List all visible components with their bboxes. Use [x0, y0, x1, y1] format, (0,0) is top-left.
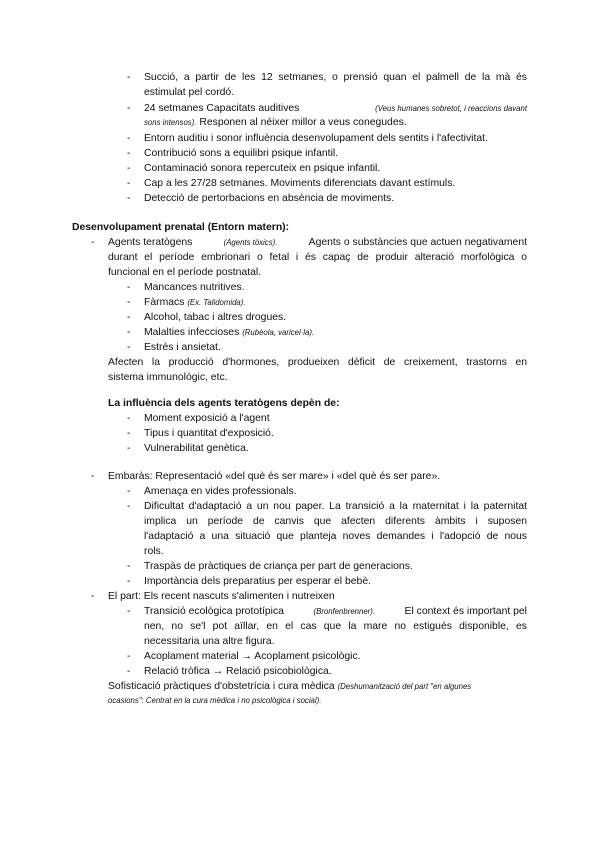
- bullet-dash: -: [127, 327, 131, 338]
- text-line: [144, 295, 246, 310]
- text-line: Vulnerabilitat genètica.: [144, 443, 249, 454]
- text-line: Entorn auditiu i sonor influència desenvolupament dels sentits i l'afectivitat.: [144, 133, 488, 144]
- text-line: Contribució sons a equilibri psique infantil.: [144, 148, 339, 159]
- text-line: Estrès i ansietat.: [144, 342, 221, 353]
- text-line: estimulat pel cordó.: [144, 87, 235, 98]
- text-line: Tipus i quantitat d'exposició.: [144, 428, 274, 439]
- italic-note: sons intensos).: [144, 118, 197, 127]
- text-line: Acoplament material → Acoplament psicològic.: [144, 651, 361, 662]
- text-span: Fàrmacs: [144, 297, 185, 308]
- bullet-dash: -: [127, 312, 131, 323]
- bullet-dash: -: [127, 501, 131, 512]
- text-line: Contaminació sonora repercuteix en psique infantil.: [144, 163, 381, 174]
- bullet-dash: -: [127, 443, 131, 454]
- text-line: Relació tròfica → Relació psicobiològica.: [144, 666, 332, 677]
- text-line: [144, 101, 527, 116]
- text-line: Traspàs de pràctiques de criança per part de generacions.: [144, 561, 413, 572]
- italic-note: (Rubèola, varicel·la).: [242, 328, 315, 337]
- text-line: Detecció de pertorbacions en absència de moviments.: [144, 193, 395, 204]
- bullet-dash: -: [127, 428, 131, 439]
- text-line: sistema immunològic, etc.: [108, 372, 228, 383]
- text-line: Embaràs: Representació «del què és ser mare» i «del què és ser pare».: [108, 471, 441, 482]
- bullet-dash: -: [127, 666, 131, 677]
- text-span: Sofisticació pràctiques d'obstetrícia i cura mèdica: [108, 681, 335, 692]
- bullet-dash: -: [127, 193, 131, 204]
- text-span: Transició ecològica prototípica: [144, 606, 284, 617]
- text-line: [108, 679, 471, 694]
- bullet-dash: -: [91, 591, 95, 602]
- text-line: funcional en el període postnatal.: [108, 267, 262, 278]
- bullet-dash: -: [127, 163, 131, 174]
- text-span: 24 setmanes Capacitats auditives: [144, 103, 300, 114]
- text-line: [108, 235, 527, 250]
- bullet-dash: -: [127, 576, 131, 587]
- text-line: durant el període embrionari o fetal i és capaç de produir alteració morfològica o: [108, 252, 527, 263]
- bullet-dash: -: [127, 651, 131, 662]
- text-span: Agents teratògens: [108, 237, 193, 248]
- text-line: [108, 693, 321, 708]
- bullet-dash: -: [127, 282, 131, 293]
- text-line: [144, 325, 314, 340]
- bullet-dash: -: [127, 103, 131, 114]
- bullet-dash: -: [127, 133, 131, 144]
- bullet-dash: -: [91, 237, 95, 248]
- bullet-dash: -: [127, 486, 131, 497]
- text-line: nen, no se'l pot aïllar, en el cas que la mare no estigués disponible, es: [144, 621, 527, 632]
- text-line: [144, 604, 527, 619]
- bullet-dash: -: [127, 606, 131, 617]
- text-span: Responen al néixer millor a veus conegudes.: [199, 117, 407, 128]
- text-span: El context és important pel: [404, 606, 527, 617]
- text-line: Cap a les 27/28 setmanes. Moviments diferenciats davant estímuls.: [144, 178, 456, 189]
- bullet-dash: -: [127, 413, 131, 424]
- text-line: Importància dels preparatius per esperar el bebè.: [144, 576, 371, 587]
- bullet-dash: -: [127, 148, 131, 159]
- text-line: l'adaptació a una situació que planteja noves demandes i l'adopció de nous: [144, 531, 527, 542]
- text-line: Amenaça en vides professionals.: [144, 486, 297, 497]
- bullet-dash: -: [127, 178, 131, 189]
- italic-note: (Bronfenbrenner).: [313, 607, 376, 616]
- italic-note: (Agents tòxics).: [223, 238, 278, 247]
- text-line: El part: Els recent nascuts s'alimenten i nutreixen: [108, 591, 335, 602]
- text-line: Moment exposició a l'agent: [144, 413, 270, 424]
- bullet-dash: -: [127, 297, 131, 308]
- text-line: Alcohol, tabac i altres drogues.: [144, 312, 287, 323]
- italic-note: (Ex. Talidomida).: [187, 298, 246, 307]
- text-line: rols.: [144, 546, 164, 557]
- section-heading: Desenvolupament prenatal (Entorn matern):: [72, 222, 290, 233]
- text-line: necessitaria una altre figura.: [144, 636, 275, 647]
- italic-note: (Veus humanes sobretot, i reaccions davant: [375, 104, 527, 113]
- text-span: Agents o substàncies que actuen negativament: [308, 237, 527, 248]
- bullet-dash: -: [127, 72, 131, 83]
- bullet-dash: -: [127, 342, 131, 353]
- text-line: Afecten la producció d'hormones, produeixen dèficit de creixement, trastorns en: [108, 357, 527, 368]
- text-line: [144, 115, 407, 130]
- bullet-dash: -: [127, 561, 131, 572]
- subheading: La influència dels agents teratògens depèn de:: [108, 398, 340, 409]
- italic-note: ocasions": Centrat en la cura mèdica i no psicològica i social).: [108, 696, 322, 705]
- text-line: Mancances nutritives.: [144, 282, 245, 293]
- italic-note: (Deshumanització del part "en algunes: [337, 682, 472, 691]
- text-span: Malalties infeccioses: [144, 327, 240, 338]
- bullet-dash: -: [91, 471, 95, 482]
- text-line: Succió, a partir de les 12 setmanes, o prensió quan el palmell de la mà és: [144, 72, 527, 83]
- text-line: Dificultat d'adaptació a un nou paper. La transició a la maternitat i la paternitat: [144, 501, 527, 512]
- text-line: implica un període de canvis que afecten diferents àmbits i suposen: [144, 516, 527, 527]
